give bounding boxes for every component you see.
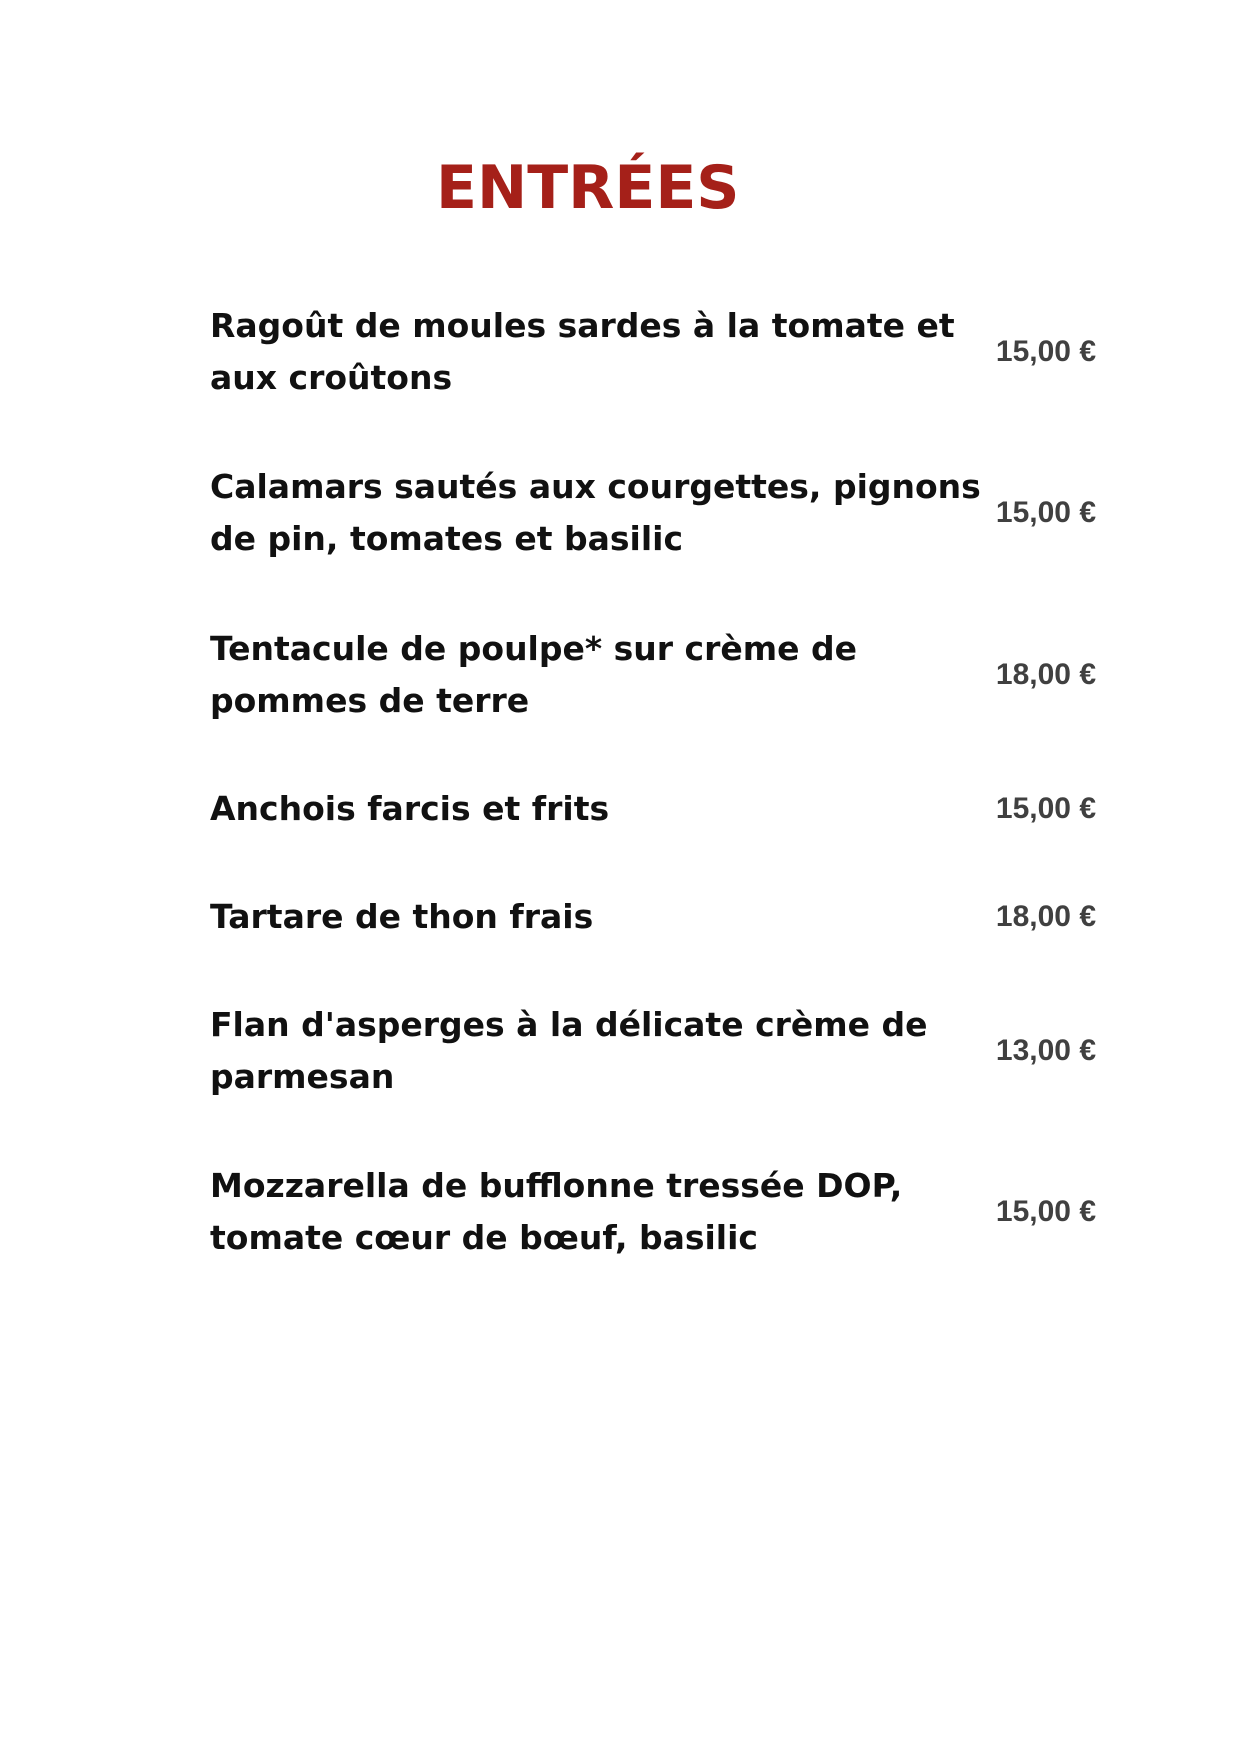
section-title: ENTRÉES	[436, 153, 740, 223]
dish-price: 15,00 €	[995, 1195, 1096, 1228]
dish-line: Tentacule de poulpe* sur crème de	[210, 629, 857, 668]
dish-line: Flan d'asperges à la délicate crème de	[210, 1005, 928, 1044]
dish-price: 15,00 €	[995, 496, 1096, 529]
dish-name	[210, 891, 930, 943]
dish-name	[210, 461, 981, 565]
dish-line: Calamars sautés aux courgettes, pignons	[210, 467, 981, 506]
dish-line: de pin, tomates et basilic	[210, 519, 684, 558]
dish-price: 13,00 €	[995, 1034, 1096, 1067]
dish-price: 15,00 €	[995, 335, 1096, 368]
dish-name	[210, 300, 955, 404]
dish-name	[210, 999, 930, 1103]
dish-name	[210, 783, 930, 835]
dish-line: tomate cœur de bœuf, basilic	[210, 1218, 758, 1257]
dish-line: Tartare de thon frais	[210, 897, 594, 936]
dish-line: Ragoût de moules sardes à la tomate et	[210, 306, 955, 345]
dish-line: Mozzarella de bufflonne tressée DOP,	[210, 1166, 903, 1205]
dish-line: Anchois farcis et frits	[210, 789, 610, 828]
dish-price: 15,00 €	[995, 792, 1096, 825]
dish-line: pommes de terre	[210, 681, 530, 720]
dish-name	[210, 623, 930, 727]
dish-price: 18,00 €	[995, 658, 1096, 691]
dish-price: 18,00 €	[995, 900, 1096, 933]
dish-line: parmesan	[210, 1057, 395, 1096]
dish-name	[210, 1160, 930, 1264]
dish-line: aux croûtons	[210, 358, 453, 397]
